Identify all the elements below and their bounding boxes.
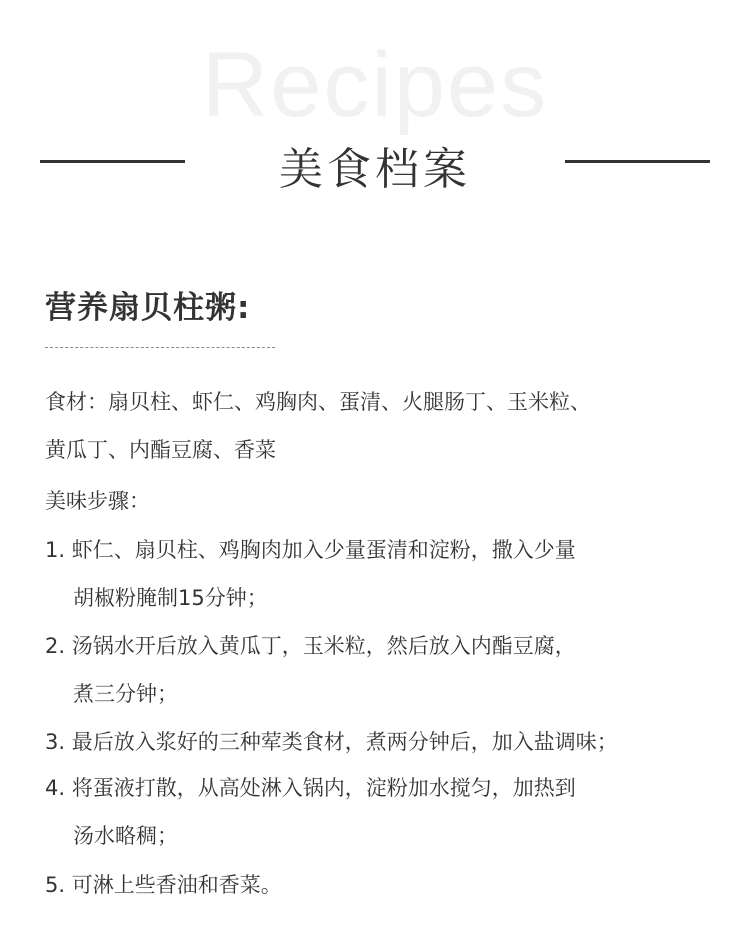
ingredients-line-2: 黄瓜丁、内酯豆腐、香菜 [45,438,276,462]
step-4-line-2: 汤水略稠； [73,824,178,848]
steps-heading: 美味步骤： [45,489,150,513]
recipe-title: 营养扇贝柱粥: [45,290,251,326]
step-2-line-2: 煮三分钟； [73,682,178,706]
step-2-line-1: 2. 汤锅水开后放入黄瓜丁，玉米粒，然后放入内酯豆腐， [45,634,576,658]
step-1-line-1: 1. 虾仁、扇贝柱、鸡胸肉加入少量蛋清和淀粉，撒入少量 [45,538,576,562]
step-3-line-1: 3. 最后放入浆好的三种荤类食材，煮两分钟后，加入盐调味； [45,730,618,754]
title-dashed-divider [45,347,275,348]
step-4-line-1: 4. 将蛋液打散，从高处淋入锅内，淀粉加水搅匀，加热到 [45,776,576,800]
step-5-line-1: 5. 可淋上些香油和香菜。 [45,873,282,897]
ingredients-line-1: 食材：扇贝柱、虾仁、鸡胸肉、蛋清、火腿肠丁、玉米粒、 [45,390,591,414]
step-1-line-2: 胡椒粉腌制15分钟； [73,586,268,610]
page-title: 美食档案 [279,144,471,195]
recipes-watermark: Recipes [201,34,549,136]
